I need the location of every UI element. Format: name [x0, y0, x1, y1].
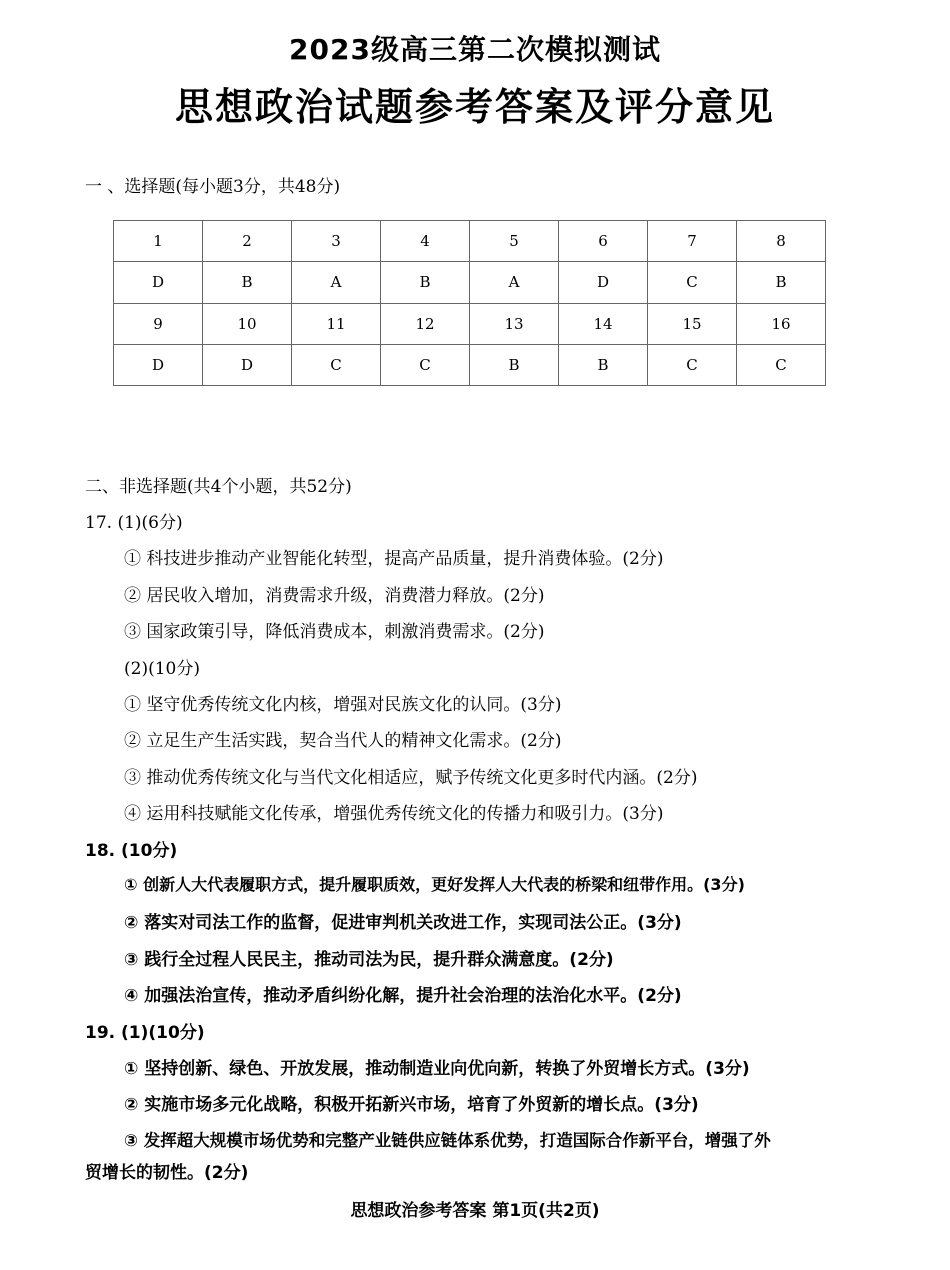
answer-cell: A	[470, 262, 559, 303]
answer-cell: C	[648, 262, 737, 303]
q17-part2-heading: (2)(10分)	[124, 659, 200, 679]
question-number-cell: 4	[381, 221, 470, 262]
answer-row	[114, 344, 826, 385]
q17-heading: 17. (1)(6分)	[85, 513, 183, 533]
question-number-cell: 13	[470, 303, 559, 344]
answer-cell: B	[203, 262, 292, 303]
q18-heading: 18. (10分)	[85, 841, 178, 861]
q18-answer-1: ① 创新人大代表履职方式，提升履职质效，更好发挥人大代表的桥梁和纽带作用。(3分)	[124, 875, 745, 894]
q17-answer-1-1: ① 科技进步推动产业智能化转型，提高产品质量，提升消费体验。(2分)	[124, 549, 664, 569]
q18-answer-4: ④ 加强法治宣传，推动矛盾纠纷化解，提升社会治理的法治化水平。(2分)	[124, 986, 682, 1006]
answer-cell: A	[292, 262, 381, 303]
answer-cell: C	[648, 344, 737, 385]
question-number-cell: 5	[470, 221, 559, 262]
q19-heading: 19. (1)(10分)	[85, 1023, 205, 1043]
answer-row	[114, 262, 826, 303]
question-number-cell: 1	[114, 221, 203, 262]
question-number-cell: 3	[292, 221, 381, 262]
question-number-cell: 11	[292, 303, 381, 344]
q19-answer-3-line2: 贸增长的韧性。(2分)	[85, 1163, 249, 1183]
q17-answer-2-2: ② 立足生产生活实践，契合当代人的精神文化需求。(2分)	[124, 731, 562, 751]
answer-cell: B	[559, 344, 648, 385]
q17-answer-2-3: ③ 推动优秀传统文化与当代文化相适应，赋予传统文化更多时代内涵。(2分)	[124, 768, 698, 788]
answer-cell: B	[737, 262, 826, 303]
question-number-cell: 9	[114, 303, 203, 344]
answer-cell: C	[292, 344, 381, 385]
q19-answer-2: ② 实施市场多元化战略，积极开拓新兴市场，培育了外贸新的增长点。(3分)	[124, 1095, 699, 1115]
q17-answer-2-4: ④ 运用科技赋能文化传承，增强优秀传统文化的传播力和吸引力。(3分)	[124, 804, 664, 824]
section1-heading: 一 、选择题(每小题3分，共48分)	[85, 177, 341, 197]
answer-cell: D	[559, 262, 648, 303]
answer-key-title: 思想政治试题参考答案及评分意见	[174, 85, 775, 129]
q17-answer-1-3: ③ 国家政策引导，降低消费成本，刺激消费需求。(2分)	[124, 622, 545, 642]
q18-answer-2: ② 落实对司法工作的监督，促进审判机关改进工作，实现司法公正。(3分)	[124, 913, 682, 933]
question-number-cell: 6	[559, 221, 648, 262]
q19-answer-3-line1: ③ 发挥超大规模市场优势和完整产业链供应链体系优势，打造国际合作新平台，增强了外	[124, 1131, 771, 1150]
q19-answer-1: ① 坚持创新、绿色、开放发展，推动制造业向优向新，转换了外贸增长方式。(3分)	[124, 1059, 750, 1079]
section2-heading: 二、非选择题(共4个小题，共52分)	[85, 477, 352, 497]
question-number-cell: 8	[737, 221, 826, 262]
question-number-cell: 12	[381, 303, 470, 344]
answer-table	[113, 220, 826, 386]
question-number-row	[114, 303, 826, 344]
answer-cell: C	[737, 344, 826, 385]
question-number-cell: 16	[737, 303, 826, 344]
question-number-row	[114, 221, 826, 262]
answer-cell: B	[381, 262, 470, 303]
q17-answer-2-1: ① 坚守优秀传统文化内核，增强对民族文化的认同。(3分)	[124, 695, 562, 715]
answer-cell: C	[381, 344, 470, 385]
answer-cell: B	[470, 344, 559, 385]
answer-cell: D	[203, 344, 292, 385]
question-number-cell: 15	[648, 303, 737, 344]
exam-title: 2023级高三第二次模拟测试	[289, 33, 661, 66]
q17-answer-1-2: ② 居民收入增加，消费需求升级，消费潜力释放。(2分)	[124, 586, 545, 606]
answer-cell: D	[114, 344, 203, 385]
question-number-cell: 7	[648, 221, 737, 262]
question-number-cell: 10	[203, 303, 292, 344]
question-number-cell: 14	[559, 303, 648, 344]
answer-cell: D	[114, 262, 203, 303]
question-number-cell: 2	[203, 221, 292, 262]
q18-answer-3: ③ 践行全过程人民民主，推动司法为民，提升群众满意度。(2分)	[124, 950, 614, 970]
page-footer: 思想政治参考答案 第1页(共2页)	[350, 1201, 600, 1221]
